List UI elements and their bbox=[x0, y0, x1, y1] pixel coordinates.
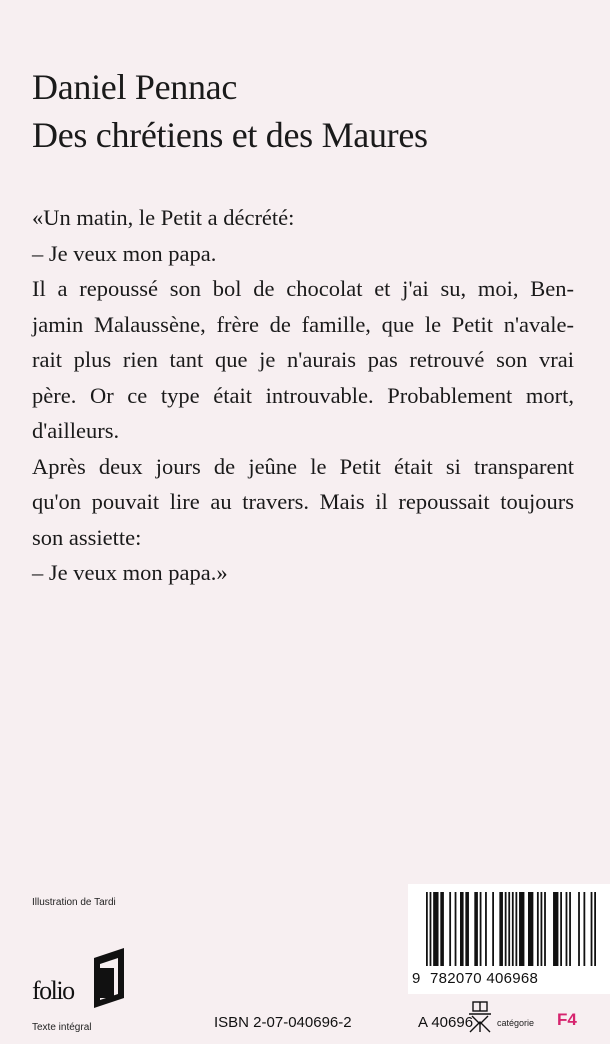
edition-note: Texte intégral bbox=[32, 1022, 92, 1033]
folio-logo-text: folio bbox=[32, 976, 74, 1005]
blurb-text bbox=[32, 200, 574, 591]
barcode-bar bbox=[583, 892, 585, 966]
isbn-number: ISBN 2-07-040696-2 bbox=[214, 1014, 352, 1031]
barcode-bar bbox=[566, 892, 568, 966]
barcode-bar bbox=[465, 892, 469, 966]
barcode-bar bbox=[440, 892, 444, 966]
illustration-credit: Illustration de Tardi bbox=[32, 897, 116, 908]
barcode-bar bbox=[430, 892, 432, 966]
blurb-line: rait plus rien tant que je n'aurais pas retrouvé son vrai bbox=[32, 347, 574, 372]
barcode-bar bbox=[426, 892, 428, 966]
barcode-bar bbox=[485, 892, 487, 966]
barcode-bar bbox=[537, 892, 539, 966]
blurb-line: père. Or ce type était introuvable. Probablement mort, bbox=[32, 382, 574, 408]
barcode-number: 782070 406968 bbox=[430, 970, 539, 987]
barcode-first-digit: 9 bbox=[412, 970, 421, 987]
barcode-bar bbox=[528, 892, 533, 966]
barcode-bar bbox=[508, 892, 510, 966]
barcode-bar bbox=[560, 892, 562, 966]
book-title: Des chrétiens et des Maures bbox=[32, 115, 428, 155]
barcode-bar bbox=[449, 892, 451, 966]
barcode-bar bbox=[492, 892, 494, 966]
author-name: Daniel Pennac bbox=[32, 67, 238, 107]
barcode-bar bbox=[455, 892, 457, 966]
barcode-bar bbox=[578, 892, 580, 966]
ean13-barcode bbox=[426, 892, 596, 966]
barcode bbox=[408, 884, 610, 994]
barcode-bar bbox=[515, 892, 517, 966]
barcode-bar bbox=[474, 892, 478, 966]
article-code: A 40696 bbox=[418, 1014, 474, 1031]
blurb-line: «Un matin, le Petit a décrété: bbox=[32, 205, 295, 230]
barcode-bar bbox=[499, 892, 503, 966]
barcode-bar bbox=[519, 892, 524, 966]
categorie-code: F4 bbox=[557, 1010, 577, 1029]
categorie-label: catégorie bbox=[497, 1018, 535, 1028]
barcode-bar bbox=[480, 892, 482, 966]
barcode-bar bbox=[553, 892, 558, 966]
barcode-bar bbox=[569, 892, 571, 966]
barcode-bar bbox=[512, 892, 514, 966]
folio-mark-icon bbox=[90, 948, 128, 1008]
blurb-line: Il a repoussé son bol de chocolat et j'ai su, moi, Ben- bbox=[32, 276, 574, 301]
barcode-bar bbox=[591, 892, 593, 966]
folio-logo-icon bbox=[32, 948, 132, 1018]
barcode-bar bbox=[541, 892, 543, 966]
blurb-line: son assiette: bbox=[32, 524, 142, 550]
gallimard-pegasus-icon bbox=[466, 1000, 494, 1034]
blurb-line: jamin Malaussène, frère de famille, que le Petit n'avale- bbox=[32, 311, 574, 337]
barcode-bar bbox=[460, 892, 464, 966]
blurb-line: – Je veux mon papa. bbox=[32, 240, 217, 266]
barcode-bar bbox=[544, 892, 546, 966]
blurb-line: d'ailleurs. bbox=[32, 418, 120, 443]
blurb-line: qu'on pouvait lire au travers. Mais il repoussait toujours bbox=[32, 489, 574, 514]
barcode-bar bbox=[594, 892, 596, 966]
barcode-bar bbox=[505, 892, 507, 966]
blurb-line: – Je veux mon papa.» bbox=[32, 560, 228, 585]
barcode-bar bbox=[433, 892, 438, 966]
blurb-line: Après deux jours de jeûne le Petit était si transparent bbox=[32, 453, 574, 479]
